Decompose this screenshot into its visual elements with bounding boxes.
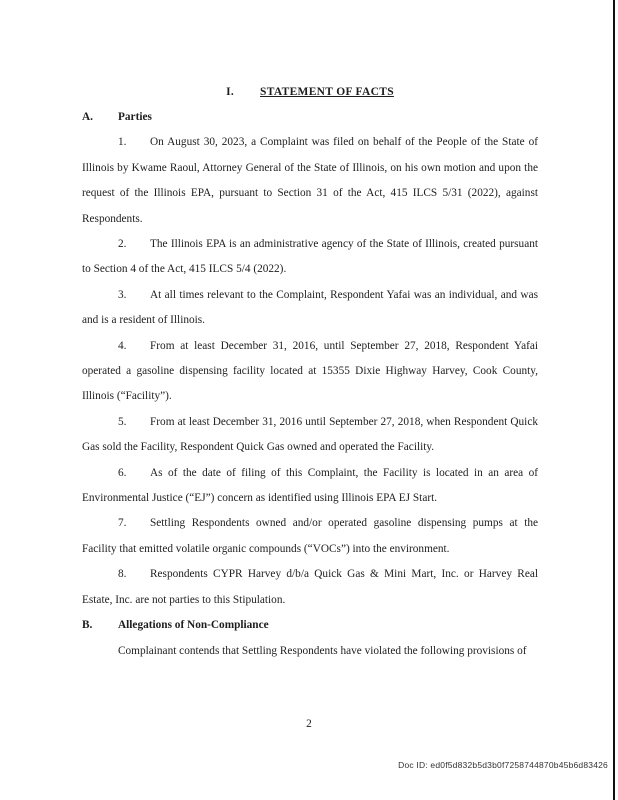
paragraph-6 (82, 461, 538, 512)
paragraph-4-text: From at least December 31, 2016, until September 27, 2018, Respondent Yafai operated a gasoline dispensing facility located at 15355 Dixie Highway Harvey, Cook County, Illinois (“Facility”). (82, 339, 538, 403)
paragraph-6-number: 6. (118, 466, 127, 479)
paragraph-2-number: 2. (118, 238, 127, 251)
paragraph-8 (82, 562, 538, 613)
paragraph-2-text: The Illinois EPA is an administrative agency of the State of Illinois, created pursuant to Section 4 of the Act, 415 ILCS 5/4 (2022). (82, 238, 538, 276)
heading-title: STATEMENT OF FACTS (260, 86, 394, 98)
page-edge-line (613, 0, 615, 800)
paragraph-3 (82, 283, 538, 334)
paragraph-1 (82, 130, 538, 232)
paragraph-6-text: As of the date of filing of this Complaint, the Facility is located in an area of Environmental Justice (“EJ”) concern as identified using Illinois EPA EJ Start. (82, 466, 538, 505)
paragraph-2 (82, 232, 538, 283)
paragraph-8-number: 8. (118, 568, 127, 581)
paragraph-5 (82, 410, 538, 461)
paragraph-5-text: From at least December 31, 2016 until September 27, 2018, when Respondent Quick Gas sold the Facility, Respondent Quick Gas owned and operated the Facility. (82, 415, 538, 454)
paragraph-3-number: 3. (118, 288, 127, 301)
page-number: 2 (306, 718, 312, 730)
paragraph-1-text: On August 30, 2023, a Complaint was filed on behalf of the People of the State of Illinois by Kwame Raoul, Attorney General of the State of Illinois, on his own motion and upon the request of the Illinois EPA, pursuant to Section 31 of the Act, 415 ILCS 5/31 (2022), against Respondents. (82, 136, 538, 225)
section-b-heading (82, 613, 538, 638)
section-b-intro: Complainant contends that Settling Respondents have violated the following provisions of (118, 644, 527, 657)
section-a-title: Parties (118, 111, 152, 123)
paragraph-7 (82, 511, 538, 562)
heading-number: I. (226, 86, 235, 98)
paragraph-7-text: Settling Respondents owned and/or operated gasoline dispensing pumps at the Facility that emitted volatile organic compounds (“VOCs”) into the environment. (82, 517, 538, 555)
paragraph-3-text: At all times relevant to the Complaint, Respondent Yafai was an individual, and was and is a resident of Illinois. (82, 288, 538, 327)
paragraph-4 (82, 334, 538, 410)
section-b-letter: B. (82, 619, 93, 632)
section-b-title: Allegations of Non-Compliance (118, 619, 269, 632)
paragraph-8-text: Respondents CYPR Harvey d/b/a Quick Gas & Mini Mart, Inc. or Harvey Real Estate, Inc. are not parties to this Stipulation. (82, 568, 538, 606)
section-a-letter: A. (82, 111, 93, 123)
statement-of-facts-heading (82, 80, 538, 105)
document-body (82, 80, 538, 664)
paragraph-4-number: 4. (118, 339, 127, 352)
document-id-stamp: Doc ID: ed0f5d832b5d3b0f7258744870b45b6d83426 (398, 760, 608, 770)
section-a-heading (82, 105, 538, 130)
paragraph-1-number: 1. (118, 136, 127, 149)
paragraph-7-number: 7. (118, 517, 127, 530)
paragraph-5-number: 5. (118, 415, 127, 428)
